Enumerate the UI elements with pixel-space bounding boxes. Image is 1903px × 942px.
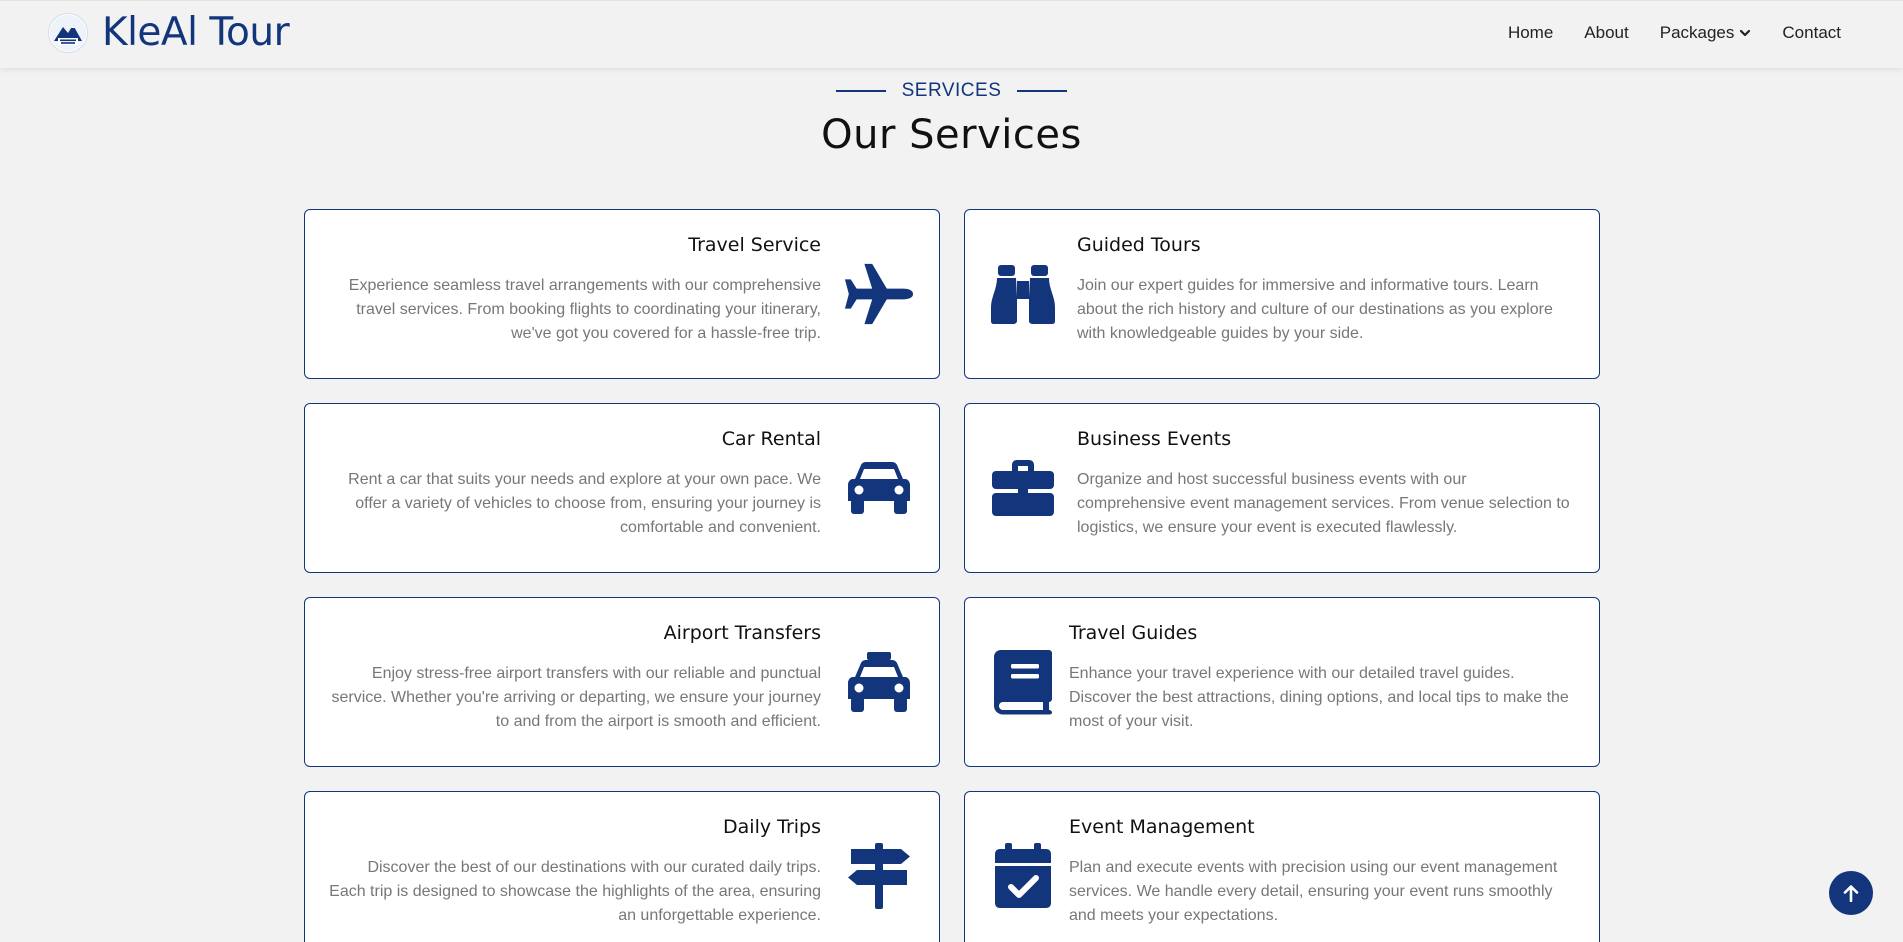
service-card-guided-tours[interactable] xyxy=(964,209,1600,379)
service-description: Enhance your travel experience with our detailed travel guides. Discover the best attractions, dining options, and local tips to make the most of your visit. xyxy=(1069,665,1569,730)
service-card-event-management[interactable] xyxy=(964,791,1600,942)
brand-logo xyxy=(48,13,88,53)
section-title: Our Services xyxy=(821,112,1082,158)
service-description: Enjoy stress-free airport transfers with our reliable and punctual service. Whether you're arriving or departing, we ensure your journey to and from the airport is smooth and efficient. xyxy=(331,665,821,730)
back-to-top-button[interactable] xyxy=(1829,871,1873,915)
service-card-travel-service[interactable] xyxy=(304,209,940,379)
service-card-travel-guides[interactable] xyxy=(964,597,1600,767)
service-title: Business Events xyxy=(1077,428,1232,450)
nav-packages[interactable] xyxy=(1660,23,1752,43)
navbar xyxy=(0,0,1903,68)
service-title: Event Management xyxy=(1069,816,1255,838)
brand-name: KleAl Tour xyxy=(102,10,290,55)
service-card-airport-transfers[interactable] xyxy=(304,597,940,767)
signpost-icon xyxy=(843,840,915,912)
nav-home[interactable]: Home xyxy=(1507,23,1554,42)
service-card-daily-trips[interactable] xyxy=(304,791,940,942)
service-description: Join our expert guides for immersive and informative tours. Learn about the rich history and culture of our destinations as you explore with knowledgeable guides by your side. xyxy=(1077,277,1553,342)
service-description: Organize and host successful business events with our comprehensive event management services. From venue selection to logistics, we ensure your event is executed flawlessly. xyxy=(1077,471,1570,536)
subtitle-line-left xyxy=(836,90,886,92)
nav-packages-label: Packages xyxy=(1659,23,1735,42)
service-description: Discover the best of our destinations with our curated daily trips. Each trip is designed to showcase the highlights of the area, ensuring an unforgettable experience. xyxy=(329,859,821,924)
service-title: Travel Guides xyxy=(1069,622,1198,644)
calendar-check-icon xyxy=(987,840,1059,912)
chevron-down-icon xyxy=(1739,27,1751,39)
subtitle-line-right xyxy=(1017,90,1067,92)
car-icon xyxy=(843,452,915,524)
service-title: Airport Transfers xyxy=(663,622,821,644)
service-card-business-events[interactable] xyxy=(964,403,1600,573)
nav-contact[interactable]: Contact xyxy=(1782,23,1841,42)
plane-icon xyxy=(843,258,915,330)
briefcase-icon xyxy=(987,452,1059,524)
binoculars-icon xyxy=(987,258,1059,330)
service-description: Plan and execute events with precision using our event management services. We handle every detail, ensuring your event runs smoothly and meets your expectations. xyxy=(1069,859,1558,924)
book-icon xyxy=(987,646,1059,718)
service-title: Car Rental xyxy=(721,428,821,450)
section-subtitle: SERVICES xyxy=(901,80,1002,101)
brand[interactable] xyxy=(48,10,290,55)
main-nav xyxy=(1477,23,1841,43)
service-title: Daily Trips xyxy=(723,816,821,838)
arrow-up-icon xyxy=(1843,884,1859,902)
service-title: Travel Service xyxy=(688,234,821,256)
section-subtitle-wrap xyxy=(0,80,1903,102)
service-title: Guided Tours xyxy=(1077,234,1201,256)
service-description: Experience seamless travel arrangements with our comprehensive travel services. From booking flights to coordinating your itinerary, we've got you covered for a hassle-free trip. xyxy=(348,277,821,342)
taxi-icon xyxy=(843,646,915,718)
service-card-car-rental[interactable] xyxy=(304,403,940,573)
service-description: Rent a car that suits your needs and explore at your own pace. We offer a variety of vehicles to choose from, ensuring your journey is comfortable and convenient. xyxy=(348,471,821,536)
nav-about[interactable]: About xyxy=(1584,23,1629,42)
